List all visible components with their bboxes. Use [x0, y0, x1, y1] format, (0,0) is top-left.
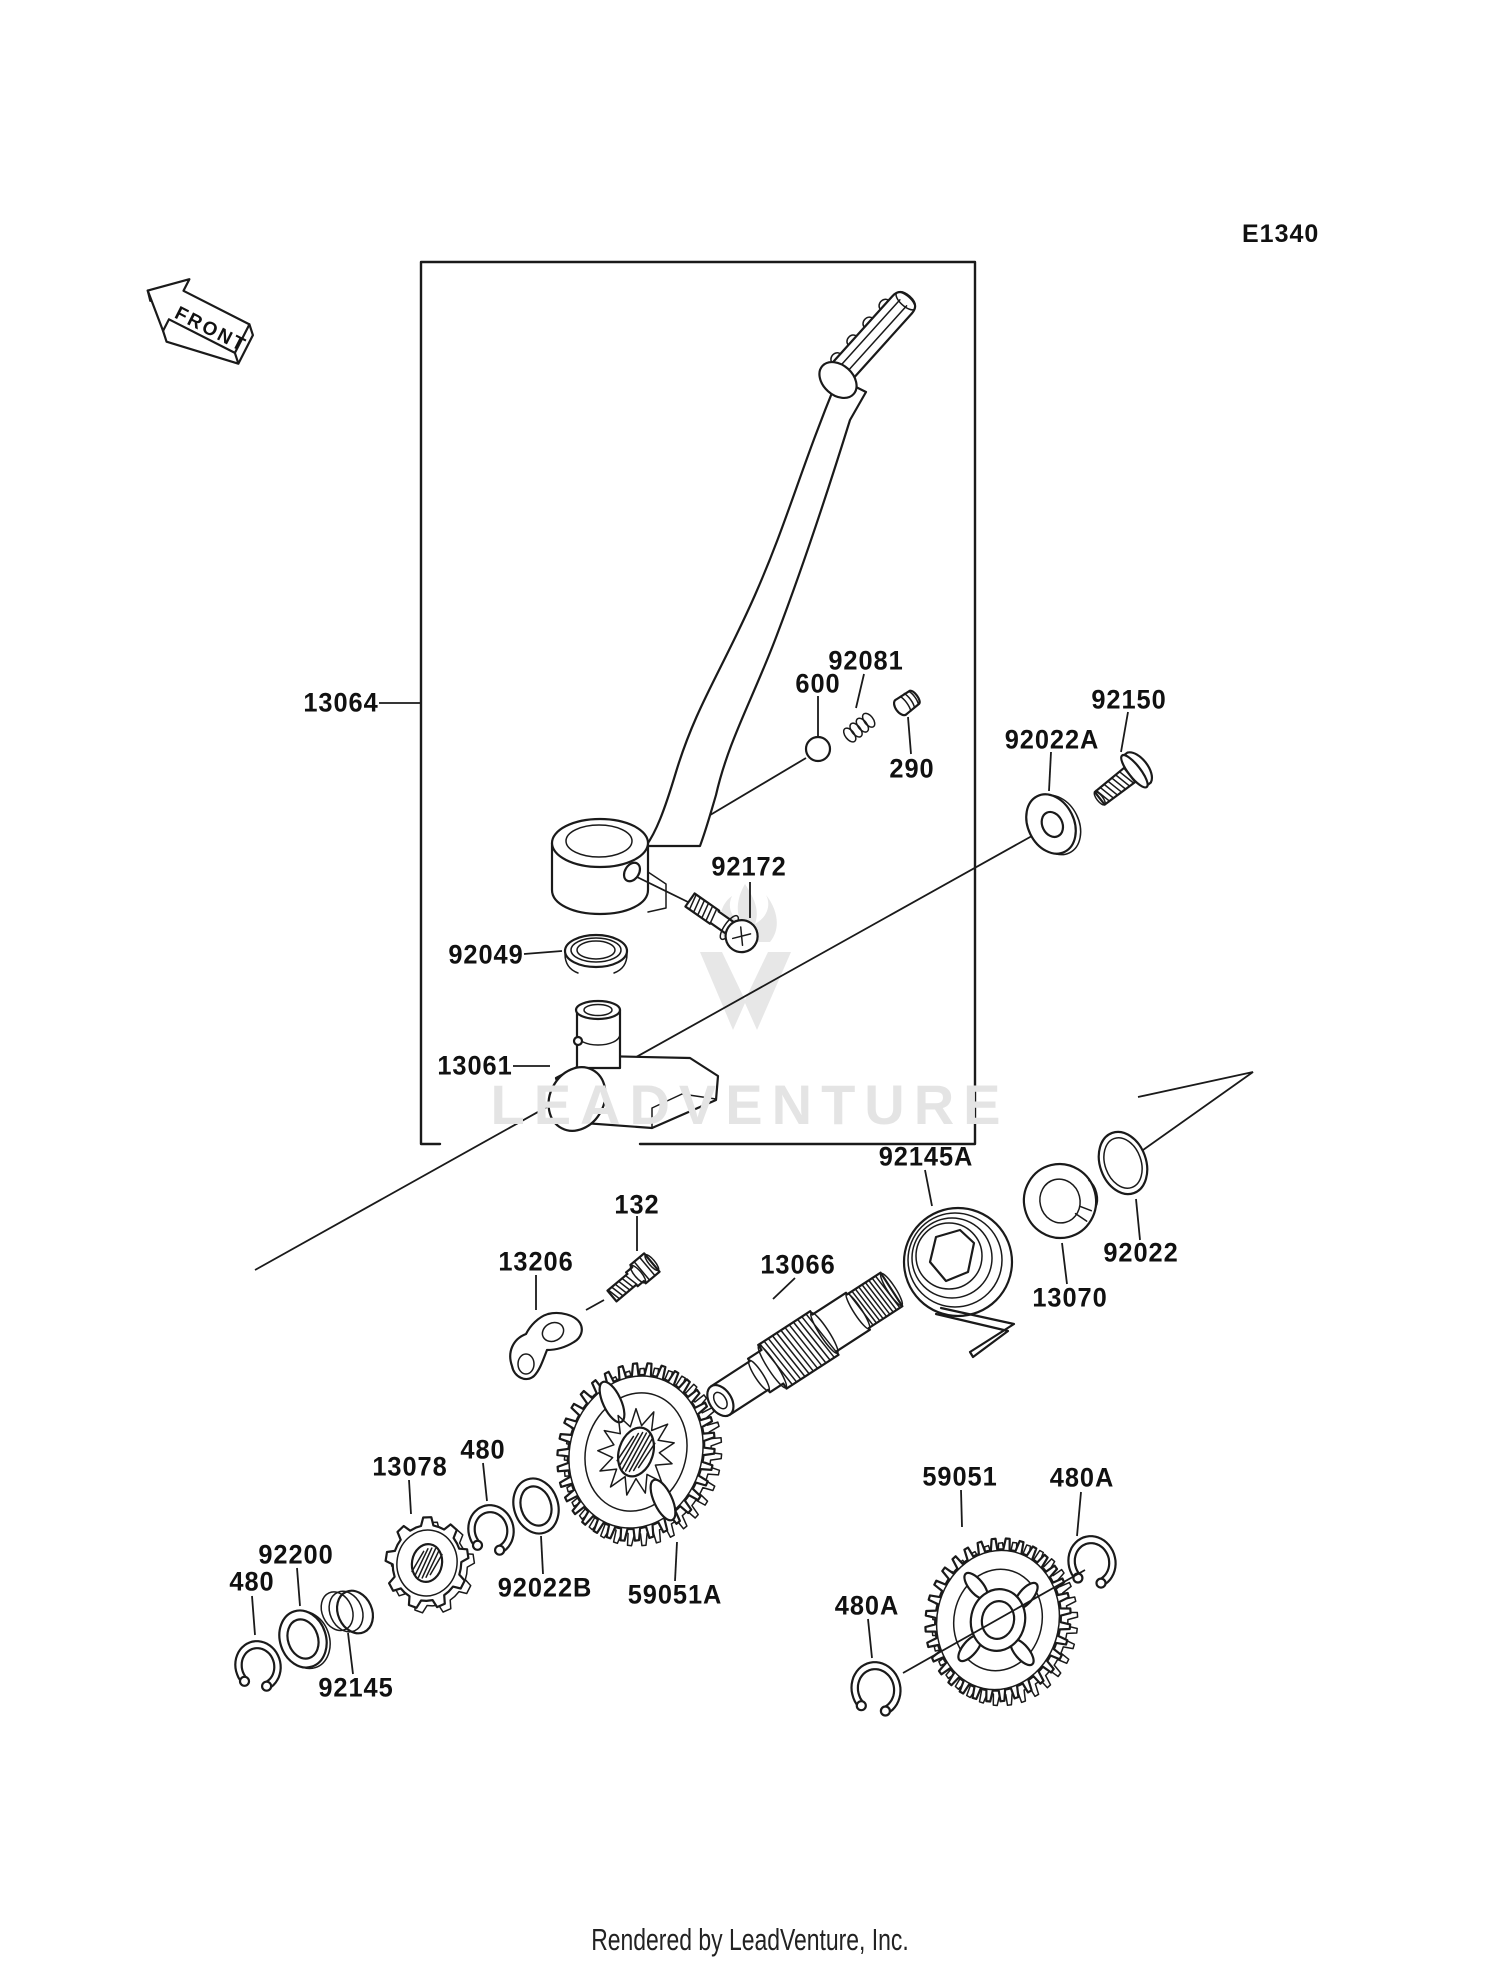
gear-59051-drawing: [924, 1539, 1078, 1706]
washer-92022b-drawing: [506, 1473, 565, 1540]
part-label-92049: 92049: [448, 939, 524, 970]
circlip-480-drawing: [468, 1505, 513, 1555]
ratchet-13078-drawing: [386, 1517, 475, 1613]
part-label-59051a: 59051A: [627, 1579, 723, 1610]
part-label-600: 600: [795, 668, 841, 699]
part-label-13078: 13078: [372, 1451, 448, 1482]
circlip-480a-drawing: [852, 1662, 901, 1715]
part-label-13064: 13064: [303, 687, 379, 718]
part-label-480: 480: [229, 1566, 275, 1597]
part-label-92172: 92172: [711, 851, 787, 882]
part-label-92200: 92200: [258, 1539, 334, 1570]
part-label-92081: 92081: [828, 645, 904, 676]
washer-92200-drawing: [272, 1603, 337, 1675]
part-label-290: 290: [889, 753, 935, 784]
part-label-480a: 480A: [834, 1590, 900, 1621]
diagram-code: E1340: [1242, 220, 1320, 248]
front-arrow-label: FRONT: [171, 302, 251, 357]
diagram-frame: [421, 262, 975, 1144]
bolt-92150-drawing: [1085, 747, 1158, 816]
detent-ball-600-drawing: [806, 737, 830, 761]
part-label-480: 480: [460, 1434, 506, 1465]
washer-92022-drawing: [1090, 1125, 1155, 1201]
part-label-59051: 59051: [922, 1461, 998, 1492]
washer-92022a-drawing: [1017, 784, 1090, 864]
seal-92049-drawing: [565, 935, 627, 973]
plug-290-drawing: [891, 688, 922, 717]
shaft-13066-drawing: [697, 1265, 909, 1428]
part-label-92022b: 92022B: [497, 1572, 593, 1603]
footer-credit: Rendered by LeadVenture, Inc.: [591, 1922, 909, 1957]
gear-59051a-drawing: [549, 1358, 722, 1545]
kick-lever-13064-drawing: [552, 284, 919, 914]
part-label-92145a: 92145A: [878, 1141, 974, 1172]
part-label-13070: 13070: [1032, 1282, 1108, 1313]
watermark-text: LEADVENTURE: [490, 1073, 1010, 1136]
part-label-92022: 92022: [1103, 1237, 1179, 1268]
part-label-92150: 92150: [1091, 684, 1167, 715]
guide-13206-drawing: [510, 1313, 582, 1379]
bolt-132-drawing: [604, 1251, 662, 1305]
bushing-13070-drawing: [1016, 1156, 1105, 1246]
part-label-92022a: 92022A: [1004, 724, 1100, 755]
part-label-132: 132: [614, 1189, 660, 1220]
spring-92145a-drawing: [904, 1208, 1014, 1357]
part-label-13061: 13061: [437, 1050, 513, 1081]
part-label-13206: 13206: [498, 1246, 574, 1277]
assembly-arrow-lines: [1138, 1072, 1253, 1150]
part-label-13066: 13066: [760, 1249, 836, 1280]
spring-92081-drawing: [841, 711, 877, 744]
part-label-480a: 480A: [1049, 1462, 1115, 1493]
circlip-480a-drawing: [1068, 1536, 1115, 1587]
front-arrow-icon: [131, 265, 263, 376]
part-label-92145: 92145: [318, 1672, 394, 1703]
circlip-480-drawing: [235, 1641, 280, 1691]
